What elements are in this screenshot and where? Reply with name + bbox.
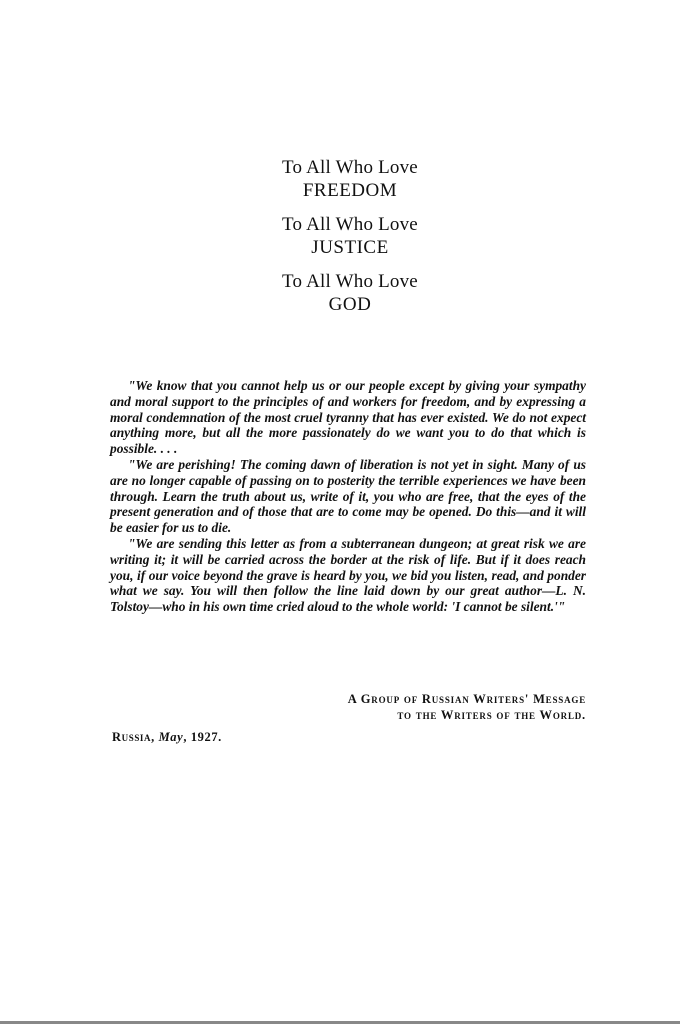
dedication-word-justice: JUSTICE xyxy=(311,237,389,258)
dedication-word-freedom: FREEDOM xyxy=(302,180,398,201)
dedication xyxy=(0,156,680,327)
attribution-line-1: A Group of Russian Writers' Message xyxy=(347,692,586,706)
quote-paragraph-3: "We are sending this letter as from a subterranean dungeon; at great risk we are writing it; it will be carried across the border at the risk of life. But if it does reach you, if our voice beyond the grave is heard by you, we bid you listen, read, and ponder what we say. You will then follow the line laid down by our great author—L. N. Tolstoy—who in his own time cried aloud to the whole world: 'I cannot be silent.'" xyxy=(110,535,586,615)
place-date: Russia, May, 1927. xyxy=(112,730,222,744)
dedication-line: To All Who Love xyxy=(282,214,418,235)
dedication-freedom xyxy=(0,156,680,203)
dedication-word-god: GOD xyxy=(328,294,372,315)
dedication-justice xyxy=(0,213,680,260)
attribution xyxy=(110,691,586,723)
dedication-line: To All Who Love xyxy=(282,157,418,178)
dedication-god xyxy=(0,270,680,317)
quote-paragraph-1: "We know that you cannot help us or our people except by giving your sympathy and moral support to the principles of and workers for freedom, and by expressing a moral condemnation of the most cruel tyranny that has ever existed. We do not expect anything more, but all the more passionately do we want you to do that which is possible. . . . xyxy=(110,378,586,457)
place: Russia xyxy=(112,730,152,744)
letter-quote xyxy=(110,378,586,615)
year: 1927. xyxy=(190,730,222,744)
attribution-line-2: to the Writers of the World. xyxy=(397,708,586,722)
month: May xyxy=(158,730,184,744)
dedication-line: To All Who Love xyxy=(282,271,418,292)
quote-paragraph-2: "We are perishing! The coming dawn of liberation is not yet in sight. Many of us are no longer capable of passing on to posterity the terrible experiences we have been through. Learn the truth about us, write of it, you who are free, that the eyes of the present generation and of those that are to come may be opened. Do this—and it will be easier for us to die. xyxy=(110,456,586,536)
